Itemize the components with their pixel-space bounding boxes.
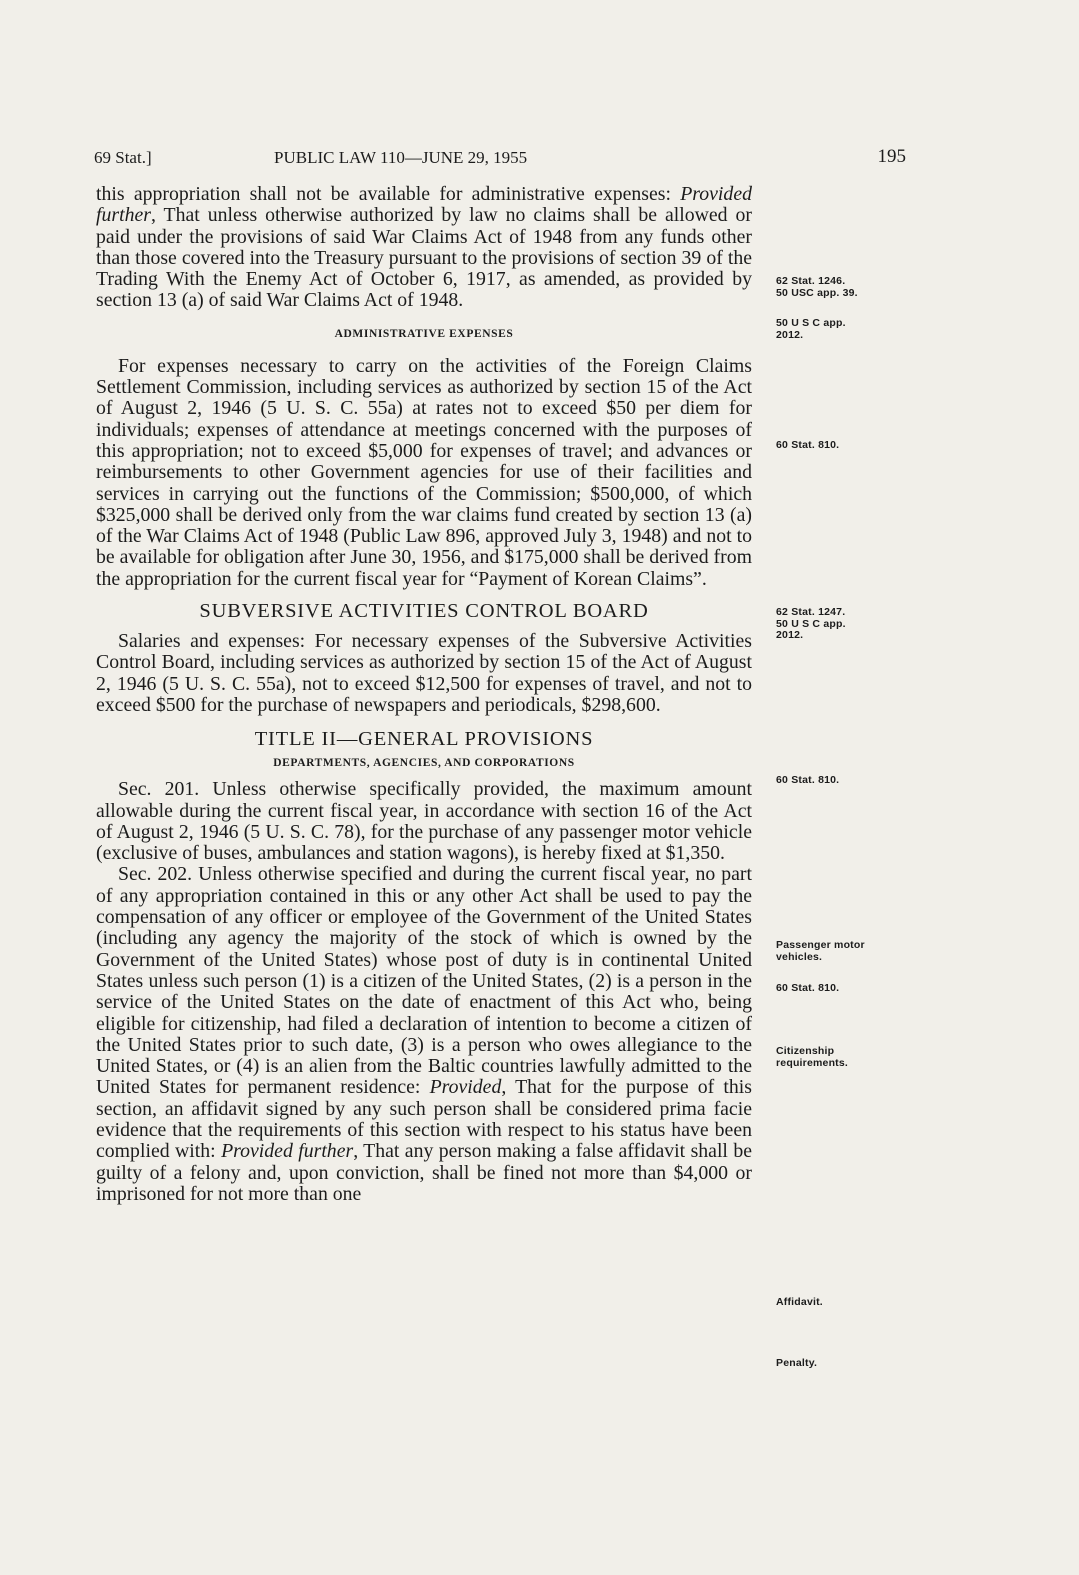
sacb-heading: SUBVERSIVE ACTIVITIES CONTROL BOARD — [199, 600, 649, 623]
page-title: PUBLIC LAW 110—JUNE 29, 1955 — [274, 148, 528, 167]
margin-note-citizenship: Citizenship requirements. — [776, 1045, 849, 1069]
section-201: Sec. 201. Unless otherwise specifically provided, the maximum amount allowable during the current fiscal year, in accordance with section 16 of the Act of August 2, 1946 (5 U. S. C. 78), for the purchase of any passenger motor vehicle (exclusive of buses, ambulances and station wagons), is hereby fixed at $1,350. — [96, 778, 752, 865]
page-number: 195 — [877, 146, 906, 167]
departments-heading: DEPARTMENTS, AGENCIES, AND CORPORATIONS — [273, 757, 575, 770]
page-header — [94, 148, 906, 170]
section-202: Sec. 202. Unless otherwise specified and during the current fiscal year, no part of any appropriation contained in this or any other Act shall be used to pay the compensation of any officer or employee of the Government of the United States (including any agency the majority of the stock of which is owned by the Government of the United States) whose post of duty is in continental United States unless such person (1) is a citizen of the United States, (2) is a person in the service of the United States on the date of enactment of this Act who, being eligible for citizenship, had filed a declaration of intention to become a citizen of the United States prior to such date, (3) is a person who owes allegiance to the United States, or (4) is an alien from the Baltic countries lawfully admitted to the United States for permanent residence: Provided, That for the purpose of this section, an affidavit signed by any such person shall be considered prima facie evidence that the requirements of this section with respect to his status have been complied with: Provided further, That any person making a false affidavit shall be guilty of a felony and, upon conviction, shall be fined not more than $4,000 or imprisoned for not more than one — [96, 863, 752, 1205]
margin-note-62-stat-1247: 62 Stat. 1247. 50 U S C app. 2012. — [776, 606, 846, 641]
margin-note-60-stat-810: 60 Stat. 810. — [776, 439, 840, 451]
margin-note-50-usc-2012: 50 U S C app. 2012. — [776, 317, 846, 341]
admin-expenses-paragraph: For expenses necessary to carry on the activities of the Foreign Claims Settlement Commission, including services as authorized by section 15 of the Act of August 2, 1946 (5 U. S. C. 55a) at rates not to exceed $50 per diem for individuals; expenses of attendance at meetings concerned with the purposes of this appropriation; not to exceed $5,000 for expenses of travel; and advances or reimbursements to other Government agencies for use of their facilities and services in carrying out the functions of the Commission; $500,000, of which $325,000 shall be derived only from the war claims fund created by section 13 (a) of the War Claims Act of 1948 (Public Law 896, approved July 3, 1948) and not to be available for obligation after June 30, 1956, and $175,000 shall be derived from the appropriation for the current fiscal year for “Payment of Korean Claims”. — [96, 354, 752, 590]
margin-note-passenger-vehicles: Passenger motor vehicles. — [776, 939, 865, 963]
margin-note-62-stat-1246: 62 Stat. 1246. 50 USC app. 39. — [776, 275, 858, 299]
margin-note-60-stat-810-c: 60 Stat. 810. — [776, 982, 840, 994]
body-text — [96, 184, 752, 1205]
admin-expenses-heading: ADMINISTRATIVE EXPENSES — [334, 327, 514, 340]
margin-note-penalty: Penalty. — [776, 1357, 818, 1369]
margin-note-affidavit: Affidavit. — [776, 1296, 823, 1308]
title-ii-heading: TITLE II—GENERAL PROVISIONS — [254, 728, 594, 751]
margin-note-60-stat-810-b: 60 Stat. 810. — [776, 774, 840, 786]
paragraph-continuation: this appropriation shall not be available for administrative expenses: Provided further, That unless otherwise authorized by law no claims shall be allowed or paid under the provisions of said War Claims Act of 1948 from any funds other than those covered into the Treasury pursuant to the provisions of section 39 of the Trading With the Enemy Act of October 6, 1917, as amended, as provided by section 13 (a) of said War Claims Act of 1948. — [96, 183, 752, 312]
sacb-paragraph: Salaries and expenses: For necessary expenses of the Subversive Activities Control Board, including services as authorized by section 15 of the Act of August 2, 1946 (5 U. S. C. 55a), not to exceed $12,500 for expenses of travel, and not to exceed $500 for the purchase of newspapers and periodicals, $298,600. — [96, 630, 752, 716]
volume-reference: 69 Stat.] — [94, 148, 152, 167]
